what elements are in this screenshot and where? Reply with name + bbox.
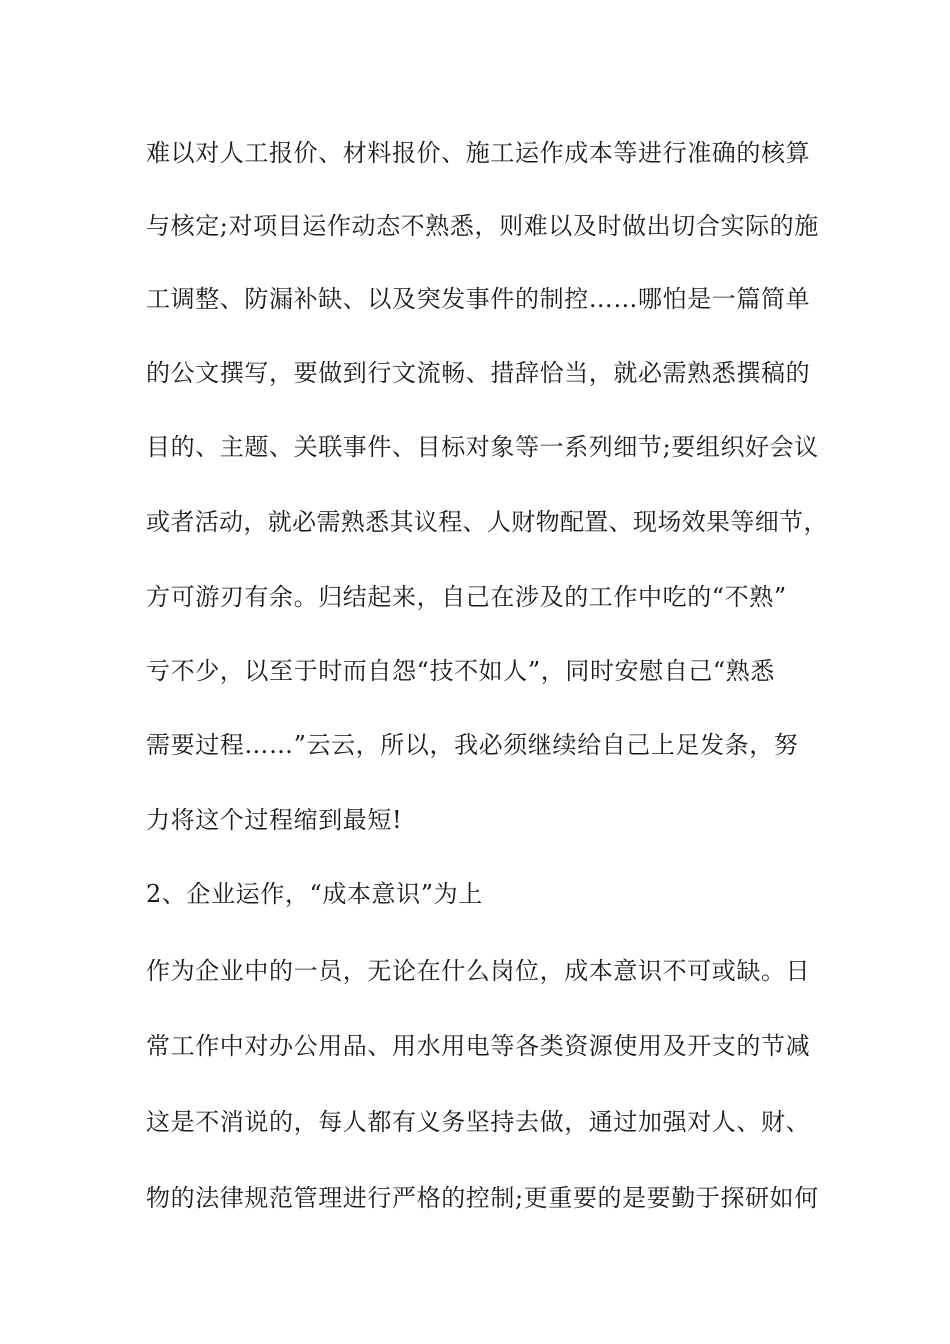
section-heading: 2、企业运作，“成本意识”为上 (146, 880, 483, 908)
text-line: 力将这个过程缩到最短! (146, 806, 403, 834)
text-line: 与核定;对项目运作动态不熟悉，则难以及时做出切合实际的施 (146, 212, 819, 240)
text-line: 常工作中对办公用品、用水用电等各类资源使用及开支的节减 (146, 1032, 811, 1060)
text-line: 方可游刃有余。归结起来，自己在涉及的工作中吃的“不熟” (146, 583, 787, 611)
text-line: 物的法律规范管理进行严格的控制;更重要的是要勤于探研如何 (146, 1184, 819, 1212)
text-line: 这是不消说的，每人都有义务坚持去做，通过加强对人、财、 (146, 1108, 811, 1136)
text-line: 需要过程……”云云，所以，我必须继续给自己上足发条，努 (146, 731, 799, 759)
text-line: 目的、主题、关联事件、目标对象等一系列细节;要组织好会议 (146, 433, 819, 461)
text-line: 亏不少，以至于时而自怨“技不如人”，同时安慰自己“熟悉 (146, 657, 776, 685)
text-line: 的公文撰写，要做到行文流畅、措辞恰当，就必需熟悉撰稿的 (146, 359, 811, 387)
text-line: 难以对人工报价、材料报价、施工运作成本等进行准确的核算 (146, 139, 811, 167)
text-line: 或者活动，就必需熟悉其议程、人财物配置、现场效果等细节， (146, 508, 828, 536)
text-line: 作为企业中的一员，无论在什么岗位，成本意识不可或缺。日 (146, 957, 811, 985)
text-line: 工调整、防漏补缺、以及突发事件的制控……哪怕是一篇简单 (146, 285, 811, 313)
